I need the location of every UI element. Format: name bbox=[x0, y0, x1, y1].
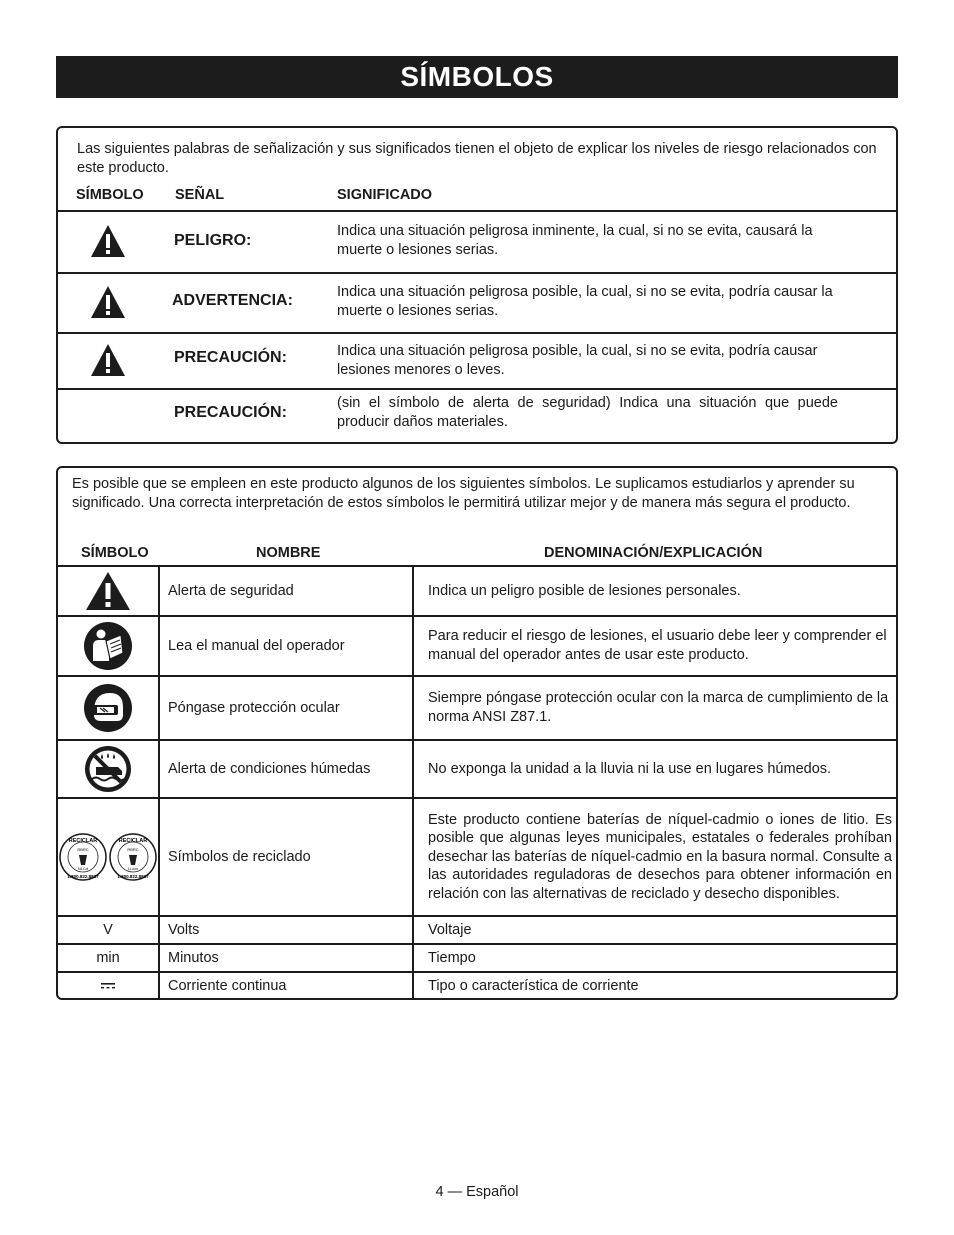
minutes-symbol: min bbox=[58, 945, 160, 971]
warning-triangle-icon bbox=[90, 285, 126, 319]
page-title: SÍMBOLOS bbox=[56, 56, 898, 98]
symbol-explanation: Tipo o característica de corriente bbox=[428, 977, 639, 994]
signal-meaning: Indica una situación peligrosa inminente, la cual, si no se evita, causará la muerte o lesiones serias. bbox=[337, 223, 813, 258]
symbol-name: Minutos bbox=[160, 945, 414, 971]
signal-meaning: (sin el símbolo de alerta de seguridad) Indica una situación que puede producir daños materiales. bbox=[337, 395, 838, 430]
recycling-seal-nicd-icon bbox=[59, 833, 107, 881]
warning-triangle-icon bbox=[90, 343, 126, 377]
read-manual-icon bbox=[58, 617, 160, 675]
symbol-name: Lea el manual del operador bbox=[160, 617, 414, 675]
symbols-box bbox=[56, 466, 898, 1000]
direct-current-icon bbox=[58, 973, 160, 999]
eye-protection-icon bbox=[58, 677, 160, 739]
header-name: NOMBRE bbox=[256, 545, 321, 561]
seal-text: RBRC bbox=[127, 847, 139, 852]
header-meaning: SIGNIFICADO bbox=[337, 187, 433, 203]
table-row bbox=[58, 675, 896, 739]
header-symbol: SÍMBOLO bbox=[81, 545, 149, 561]
symbol-explanation: No exponga la unidad a la lluvia ni la use en lugares húmedos. bbox=[428, 760, 832, 777]
seal-text: Li-ion bbox=[128, 866, 138, 871]
signal-label: ADVERTENCIA: bbox=[172, 292, 293, 309]
table-row bbox=[58, 943, 896, 971]
table-row bbox=[58, 915, 896, 943]
page-footer: 4 — Español bbox=[435, 1184, 519, 1200]
symbol-name: Volts bbox=[160, 917, 414, 943]
symbol-name: Póngase protección ocular bbox=[160, 677, 414, 739]
table-row bbox=[58, 739, 896, 797]
volts-symbol: V bbox=[58, 917, 160, 943]
seal-text: Ni-Cd bbox=[77, 866, 89, 871]
signal-intro: Las siguientes palabras de señalización y sus significados tienen el objeto de explicar los niveles de riesgo relacionados con este producto. bbox=[77, 141, 877, 176]
symbol-explanation: Indica un peligro posible de lesiones personales. bbox=[428, 582, 741, 599]
symbols-intro: Es posible que se empleen en este producto algunos de los siguientes símbolos. Le suplicamos estudiarlos y aprender su significado. Una correcta interpretación de estos símbolos le permitirá utilizar mejor y de manera más segura el producto. bbox=[72, 476, 855, 511]
safety-alert-icon bbox=[58, 567, 160, 615]
table-row bbox=[58, 971, 896, 999]
signal-label: PRECAUCIÓN: bbox=[174, 404, 287, 421]
signal-row-precaucion-no-symbol bbox=[58, 388, 896, 444]
symbol-explanation: Para reducir el riesgo de lesiones, el usuario debe leer y comprender el manual del operador antes de usar este producto. bbox=[428, 628, 887, 663]
signal-label: PRECAUCIÓN: bbox=[174, 349, 287, 366]
symbol-explanation: Tiempo bbox=[428, 949, 476, 966]
symbol-name: Alerta de seguridad bbox=[160, 567, 414, 615]
header-symbol: SÍMBOLO bbox=[76, 187, 144, 203]
symbol-name: Corriente continua bbox=[160, 973, 414, 999]
header-explanation: DENOMINACIÓN/EXPLICACIÓN bbox=[544, 545, 763, 561]
signal-label: PELIGRO: bbox=[174, 232, 252, 249]
recycling-seal-icon bbox=[58, 799, 160, 915]
signal-row-peligro bbox=[58, 210, 896, 272]
table-row bbox=[58, 565, 896, 615]
signal-meaning: Indica una situación peligrosa posible, la cual, si no se evita, podría causar la muerte o lesiones serias. bbox=[337, 284, 833, 319]
recycling-seal-li-ion-icon bbox=[109, 833, 157, 881]
signal-words-box bbox=[56, 126, 898, 444]
symbol-explanation: Voltaje bbox=[428, 921, 472, 938]
seal-text: RECICLAR bbox=[68, 838, 98, 844]
seal-text: 1.800.822.8837 bbox=[67, 874, 99, 879]
seal-text: RBRC bbox=[77, 847, 89, 852]
symbol-explanation: Este producto contiene baterías de níquel-cadmio o iones de litio. Es posible que algunas leyes municipales, estatales o federales prohíban desechar las baterías de níquel-cadmio en la basura normal. Consulte a las autoridades reguladoras de desechos para obtener información en relación con las alternativas de reciclado y desecho disponibles. bbox=[428, 811, 892, 902]
signal-row-precaucion bbox=[58, 332, 896, 388]
wet-conditions-icon bbox=[58, 741, 160, 797]
header-signal: SEÑAL bbox=[175, 187, 225, 203]
symbol-name: Símbolos de reciclado bbox=[160, 799, 414, 915]
signal-row-advertencia bbox=[58, 272, 896, 332]
table-row bbox=[58, 797, 896, 915]
symbol-explanation: Siempre póngase protección ocular con la marca de cumplimiento de la norma ANSI Z87.1. bbox=[428, 690, 889, 725]
warning-triangle-icon bbox=[90, 224, 126, 258]
symbol-name: Alerta de condiciones húmedas bbox=[160, 741, 414, 797]
signal-meaning: Indica una situación peligrosa posible, la cual, si no se evita, podría causar lesiones menores o leves. bbox=[337, 343, 818, 378]
seal-text: 1.800.822.8837 bbox=[117, 874, 149, 879]
table-row bbox=[58, 615, 896, 675]
seal-text: RECICLAR bbox=[118, 838, 148, 844]
